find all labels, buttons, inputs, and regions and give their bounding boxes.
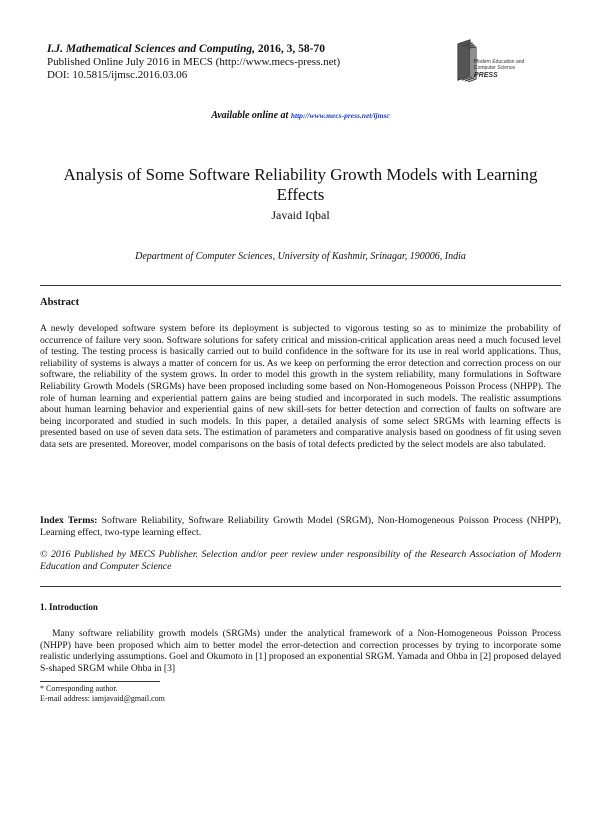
copyright-notice: © 2016 Published by MECS Publisher. Selection and/or peer review under responsibility of the Research Association of Modern Education and Computer Science (40, 549, 561, 572)
index-terms (40, 515, 561, 539)
index-terms-label: Index Terms: (40, 515, 98, 526)
introduction-heading: 1. Introduction (40, 602, 98, 612)
journal-name: I.J. Mathematical Sciences and Computing, (47, 43, 255, 55)
journal-volume: 2016, 3, 58-70 (254, 43, 325, 55)
publication-info: Published Online July 2016 in MECS (http://www.mecs-press.net) (47, 56, 341, 68)
available-label: Available online at (211, 110, 289, 121)
available-url-link[interactable]: http://www.mecs-press.net/ijmsc (290, 111, 390, 120)
divider-bottom (40, 586, 561, 587)
author-name: Javaid Iqbal (271, 208, 330, 222)
journal-title-line (47, 43, 340, 56)
index-terms-text: Software Reliability, Software Reliability Growth Model (SRGM), Non-Homogeneous Poisson Process (NHPP), Learning effect, two-type learning effect. (40, 515, 562, 538)
journal-header (47, 43, 340, 82)
publisher-press: PRESS (474, 72, 498, 79)
abstract-heading: Abstract (40, 297, 80, 308)
footnote-rule (40, 681, 160, 682)
doi: DOI: 10.5815/ijmsc.2016.03.06 (47, 69, 188, 81)
author-affiliation: Department of Computer Sciences, University of Kashmir, Srinagar, 190006, India (135, 251, 466, 262)
email-address: E-mail address: iamjavaid@gmail.com (40, 694, 165, 703)
corresponding-author-note: * Corresponding author. (40, 684, 118, 693)
paper-title: Analysis of Some Software Reliability Growth Models with Learning Effects (63, 165, 538, 204)
divider-top (40, 285, 561, 286)
publisher-name: Modern Education and Computer Science (474, 59, 525, 71)
abstract-text: A newly developed software system before its deployment is subjected to vigorous testing so as to minimize the probability of occurrence of failure very soon. Software solutions for safety critical and mission-critical application areas need a much focused level of testing. The testing process is basically carried out to build confidence in the software for its use in real world applications. Thus, reliability of systems is always a matter of concern for us. As we keep on performing the error detection and correction process on our software, the reliability of the system grows. In order to model this growth in the system reliability, many formulations in Software Reliability Growth Models (SRGMs) have been proposed including some based on Non-Homogeneous Poisson Process (NHPP). The role of human learning and experiential pattern gains are being studied and incorporated in such models. The realistic assumptions about human learning behavior and experiential gains of new skill-sets for better detection and correction of faults on software are being incorporated and studied in such models. In this paper, a detailed analysis of some select SRGMs with learning effects is presented based on use of seven data sets. The estimation of parameters and comparative analysis based on goodness of fit using seven data sets are presented. Moreover, model comparisons on the basis of total defects predicted by the select models are also tabulated. (40, 323, 561, 450)
footnotes (40, 684, 165, 704)
introduction-text: Many software reliability growth models (SRGMs) under the analytical framework of a Non-Homogeneous Poisson Process (NHPP) have been proposed which aim to better model the error-detection and correction processes by trying to incorporate some realistic underlying assumptions. Goel and Okumoto in [1] proposed an exponential SRGM. Yamada and Ohba in [2] proposed delayed S-shaped SRGM while Ohba in [3] (40, 628, 561, 674)
available-online (0, 110, 601, 121)
